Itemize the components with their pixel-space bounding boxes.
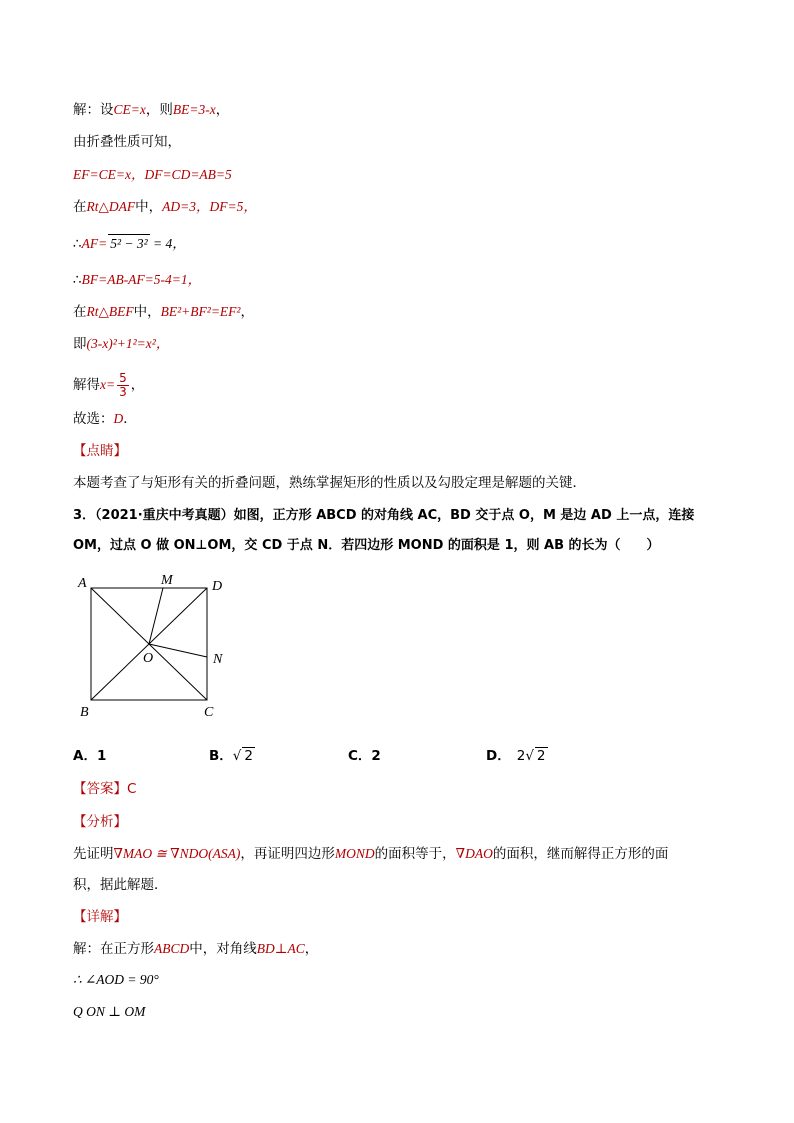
segment-on bbox=[149, 644, 207, 657]
math: x= bbox=[100, 377, 116, 392]
coefficient: 2 bbox=[516, 748, 526, 764]
numerator: 5 bbox=[119, 370, 127, 385]
solution-line-9 bbox=[73, 366, 144, 404]
label-c: C bbox=[204, 705, 214, 720]
option-value: 1 bbox=[96, 748, 107, 764]
math: BD⊥AC bbox=[256, 941, 305, 956]
solution-line-1 bbox=[73, 101, 229, 119]
comment-heading: 【点睛】 bbox=[73, 443, 127, 459]
option-d[interactable] bbox=[486, 744, 548, 764]
solution-line-10 bbox=[73, 410, 137, 428]
comment-text: 本题考查了与矩形有关的折叠问题，熟练掌握矩形的性质以及勾股定理是解题的关键． bbox=[73, 475, 586, 491]
square-figure bbox=[75, 570, 245, 720]
label-m: M bbox=[161, 573, 173, 588]
sqrt-sign: √ bbox=[525, 748, 534, 764]
text: 在 bbox=[73, 304, 87, 320]
solution-line-8 bbox=[73, 335, 169, 353]
text: 解：在正方形 bbox=[73, 941, 154, 957]
option-value: 2 bbox=[371, 748, 381, 764]
text: 的面积等于， bbox=[374, 846, 456, 862]
text: 解得 bbox=[73, 377, 100, 393]
math: BE=3-x bbox=[172, 102, 216, 117]
detail-line-2: ∴ ∠AOD = 90° bbox=[73, 972, 159, 987]
text: 故选： bbox=[73, 411, 114, 427]
analysis-line-2: 积，据此解题． bbox=[73, 877, 168, 893]
solution-line-7 bbox=[73, 303, 254, 321]
solution-line-5 bbox=[73, 234, 186, 253]
label-d: D bbox=[212, 579, 223, 594]
text: 即 bbox=[73, 336, 87, 352]
math: BF=AB-AF=5-4=1， bbox=[81, 272, 202, 287]
question-3-line-2: OM，过点 O 做 ON⊥OM，交 CD 于点 N．若四边形 MOND 的面积是 1，则 AB 的长为（ ） bbox=[73, 538, 660, 553]
text: ， bbox=[215, 102, 230, 118]
text: ∴ bbox=[73, 272, 82, 288]
sqrt-expression: 5² − 3² bbox=[110, 236, 148, 251]
text: 先证明 bbox=[73, 846, 114, 862]
fraction bbox=[117, 372, 129, 399]
text: ． bbox=[123, 411, 137, 427]
text: 解：设 bbox=[73, 102, 114, 118]
text: 的面积，继而解得正方形的面 bbox=[492, 846, 669, 862]
label-a: A bbox=[78, 576, 87, 591]
detail-heading: 【详解】 bbox=[73, 909, 127, 925]
text: 中， bbox=[135, 199, 163, 215]
math: ABCD bbox=[154, 941, 190, 956]
math: Rt△BEF bbox=[86, 304, 134, 319]
option-letter: B． bbox=[209, 748, 233, 764]
option-b[interactable] bbox=[209, 744, 255, 764]
text: 在 bbox=[73, 199, 87, 215]
solution-line-3: EF=CE=x，DF=CD=AB=5 bbox=[73, 167, 232, 182]
solution-line-2: 由折叠性质可知， bbox=[73, 134, 181, 150]
math: AD=3，DF=5， bbox=[162, 199, 257, 214]
option-value: 2 bbox=[244, 748, 253, 764]
analysis-heading: 【分析】 bbox=[73, 814, 127, 830]
math: D bbox=[113, 411, 124, 426]
question-3-line-1: 3．（2021·重庆中考真题）如图，正方形 ABCD 的对角线 AC，BD 交于点 O，M 是边 AD 上一点，连接 bbox=[73, 508, 695, 523]
text: ， bbox=[304, 941, 319, 957]
math: Rt△DAF bbox=[86, 199, 136, 214]
math: CE=x bbox=[113, 102, 146, 117]
text: ∴ bbox=[73, 236, 82, 252]
math: (3-x)²+1²=x²， bbox=[86, 336, 170, 351]
solution-line-6 bbox=[73, 271, 201, 289]
sqrt-sign: √ bbox=[232, 748, 242, 764]
option-letter: A． bbox=[73, 748, 97, 764]
option-letter: C． bbox=[348, 748, 372, 764]
math: ∇DAO bbox=[455, 846, 493, 861]
detail-line-1 bbox=[73, 940, 318, 958]
text: 中，对角线 bbox=[189, 941, 257, 957]
analysis-line-1 bbox=[73, 845, 668, 863]
text: ， bbox=[240, 304, 254, 320]
option-letter: D． bbox=[486, 748, 511, 764]
math: MOND bbox=[334, 846, 375, 861]
label-o: O bbox=[143, 651, 154, 666]
answer-value: C bbox=[127, 781, 137, 797]
text: 中， bbox=[133, 304, 161, 320]
option-c[interactable] bbox=[348, 744, 381, 764]
option-value: 2 bbox=[536, 748, 546, 764]
text: ，再证明四边形 bbox=[240, 846, 335, 862]
option-a[interactable] bbox=[73, 744, 106, 764]
detail-line-3: Q ON ⊥ OM bbox=[73, 1004, 146, 1019]
denominator: 3 bbox=[119, 384, 127, 399]
math: AF= bbox=[81, 236, 108, 251]
math: = 4， bbox=[149, 236, 186, 251]
solution-line-4 bbox=[73, 198, 257, 216]
math: ∇MAO ≅ ∇NDO(ASA) bbox=[113, 846, 241, 861]
answer-line bbox=[73, 780, 136, 798]
label-b: B bbox=[80, 705, 89, 720]
label-n: N bbox=[213, 652, 223, 667]
text: ，则 bbox=[145, 102, 173, 118]
text: ， bbox=[130, 377, 145, 393]
answer-heading: 【答案】 bbox=[73, 781, 127, 797]
math: BE²+BF²=EF² bbox=[160, 304, 241, 319]
segment-om bbox=[149, 588, 163, 644]
